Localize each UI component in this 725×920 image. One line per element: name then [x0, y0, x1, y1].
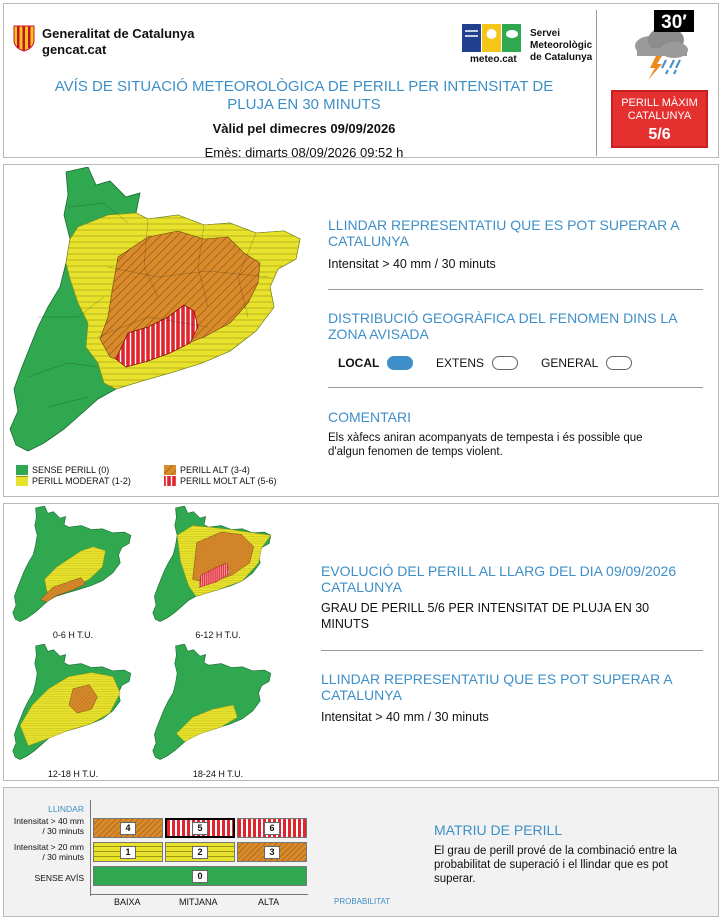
distribution-local	[338, 356, 413, 370]
matrix-cell-value: 2	[192, 846, 207, 859]
legend-swatch	[164, 476, 176, 486]
matrix-text: El grau de perill prové de la combinació entre la probabilitat de superació i el llindar que es pot superar.	[434, 845, 677, 885]
legend-swatch	[16, 476, 28, 486]
generalitat-name	[42, 26, 194, 58]
matrix-x-title: PROBABILITAT	[334, 897, 391, 906]
meteocat-brand: meteo.cat	[470, 54, 517, 65]
section-divider	[321, 650, 703, 651]
matrix-row-label: Intensitat > 40 mm / 30 minuts	[13, 816, 84, 836]
meteocat-name	[530, 28, 592, 64]
matrix-x-label: ALTA	[258, 897, 280, 907]
matrix-title: MATRIU DE PERILL	[434, 822, 563, 838]
threshold-value: Intensitat > 40 mm / 30 minuts	[328, 257, 496, 271]
evolution-threshold-title: LLINDAR REPRESENTATIU QUE ES POT SUPERAR A CATALUNYA	[321, 671, 672, 703]
distribution-options	[338, 354, 668, 374]
generalitat-logo	[12, 24, 36, 52]
catalonia-danger-map	[8, 167, 308, 457]
evolution-panel	[3, 503, 719, 781]
map-time-label: 0-6 H T.U.	[52, 630, 94, 640]
meteocat-name-line: Meteorològic	[530, 40, 593, 51]
distribution-title: DISTRIBUCIÓ GEOGRÀFICA DEL FENOMEN DINS LA ZONA AVISADA	[328, 310, 677, 342]
legend-item	[16, 465, 109, 475]
matrix-cell-value: 3	[264, 846, 279, 859]
legend-item	[16, 476, 131, 486]
threshold-title: LLINDAR REPRESENTATIU QUE ES POT SUPERAR A CATALUNYA	[328, 217, 679, 249]
valid-date: Vàlid pel dimecres 09/09/2026	[212, 121, 396, 136]
map-12-18	[10, 644, 136, 762]
map-time-label: 6-12 H T.U.	[195, 630, 241, 640]
map-time-label: 18-24 H T.U.	[192, 769, 244, 779]
legend-swatch	[16, 465, 28, 475]
legend-label: PERILL MODERAT (1-2)	[32, 476, 131, 486]
legend-swatch	[164, 465, 176, 475]
gencat-link[interactable]: gencat.cat	[42, 42, 107, 57]
matrix-cell-5	[165, 818, 235, 838]
section-divider	[328, 387, 703, 388]
max-danger-value: 5/6	[648, 126, 671, 143]
distribution-extens	[436, 356, 518, 370]
distribution-label: GENERAL	[541, 356, 599, 370]
meteocat-name-line: Servei	[530, 28, 561, 39]
distribution-general	[541, 356, 632, 370]
matrix-cell-4	[93, 818, 163, 838]
matrix-y-axis	[90, 800, 91, 896]
matrix-x-label: BAIXA	[114, 897, 141, 907]
matrix-cell-3	[237, 842, 307, 862]
max-danger-label: PERILL MÀXIM CATALUNYA	[621, 97, 698, 122]
matrix-cell-0	[93, 866, 307, 886]
comment-text: Els xàfecs aniran acompanyats de tempesta i és possible que d'algun fenomen de temps violent.	[328, 432, 643, 458]
generalitat-title: Generalitat de Catalunya	[42, 26, 195, 41]
distribution-label: LOCAL	[338, 356, 380, 370]
matrix-cell-value: 1	[120, 846, 135, 859]
meteocat-name-line: de Catalunya	[530, 52, 593, 63]
matrix-x-label: MITJANA	[179, 897, 218, 907]
map-6-12	[150, 506, 276, 624]
matrix-cell-2	[165, 842, 235, 862]
map-0-6	[10, 506, 136, 624]
danger-matrix-panel	[3, 787, 719, 917]
legend-label: PERILL MOLT ALT (5-6)	[180, 476, 277, 486]
distribution-label: EXTENS	[436, 356, 485, 370]
map-18-24	[150, 644, 276, 762]
legend-label: SENSE PERILL (0)	[32, 465, 110, 475]
issued-date: Emès: dimarts 08/09/2026 09:52 h	[204, 145, 404, 160]
matrix-x-axis	[90, 894, 308, 895]
legend-item	[164, 465, 250, 475]
legend-item	[164, 476, 277, 486]
header-divider	[596, 10, 597, 156]
duration-badge: 30′	[661, 12, 687, 33]
matrix-row-label: SENSE AVÍS	[34, 873, 84, 883]
meteocat-logo	[462, 24, 522, 54]
warning-header	[3, 3, 719, 158]
matrix-cell-value: 6	[264, 822, 279, 835]
matrix-cell-value: 4	[120, 822, 135, 835]
general-toggle[interactable]	[606, 356, 632, 370]
comment-title: COMENTARI	[328, 409, 411, 425]
section-divider	[328, 289, 703, 290]
summary-panel	[3, 164, 719, 497]
local-toggle[interactable]	[387, 356, 413, 370]
matrix-y-title: LLINDAR	[48, 804, 84, 814]
extens-toggle[interactable]	[492, 356, 518, 370]
map-time-label: 12-18 H T.U.	[47, 769, 99, 779]
matrix-cell-6	[237, 818, 307, 838]
matrix-row-label: Intensitat > 20 mm / 30 minuts	[13, 842, 84, 862]
evolution-text: GRAU DE PERILL 5/6 PER INTENSITAT DE PLUJA EN 30 MINUTS	[321, 601, 650, 631]
matrix-cell-1	[93, 842, 163, 862]
evolution-threshold-value: Intensitat > 40 mm / 30 minuts	[321, 710, 489, 724]
storm-rain-icon	[626, 10, 696, 87]
evolution-title: EVOLUCIÓ DEL PERILL AL LLARG DEL DIA 09/09/2026 CATALUNYA	[321, 563, 677, 595]
matrix-cell-value: 5	[192, 822, 207, 835]
matrix-cell-value: 0	[192, 870, 207, 883]
legend-label: PERILL ALT (3-4)	[180, 465, 250, 475]
max-danger-box	[611, 90, 708, 148]
warning-title: AVÍS DE SITUACIÓ METEOROLÒGICA DE PERILL PER INTENSITAT DE PLUJA EN 30 MINUTS	[54, 78, 554, 113]
